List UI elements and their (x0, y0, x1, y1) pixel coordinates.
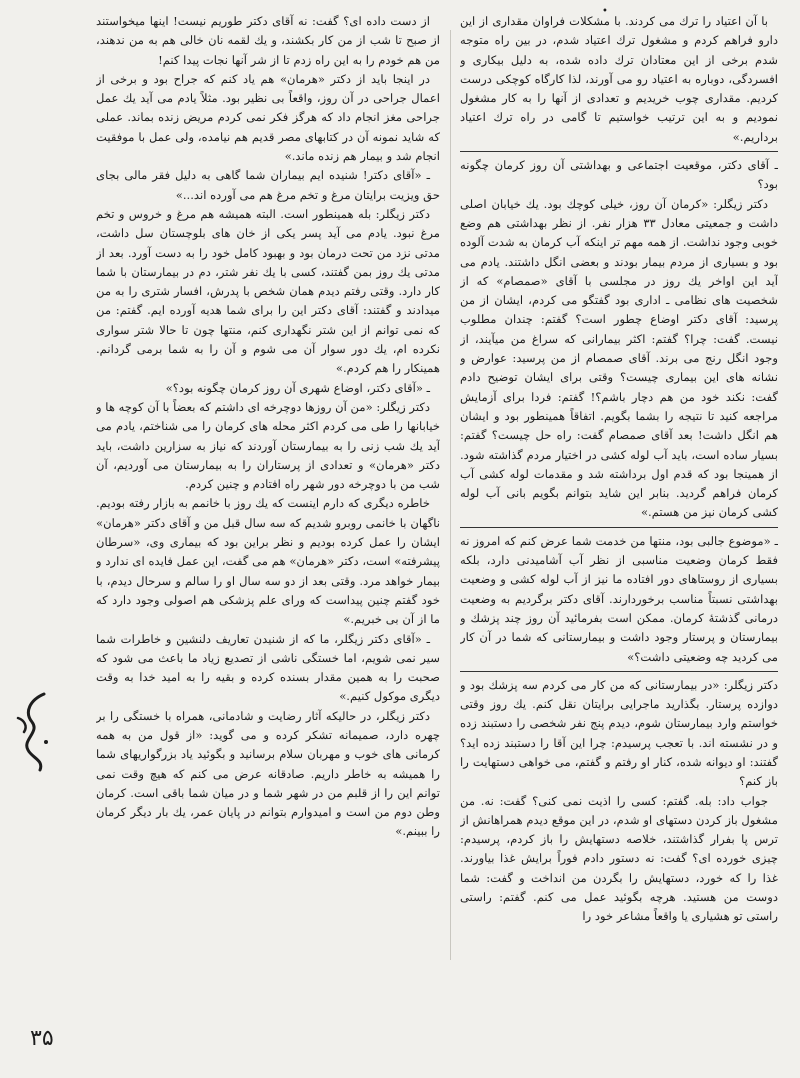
kerman-logo (10, 690, 54, 774)
paragraph: با آن اعتیاد را ترك می کردند. با مشکلات فراوان مقداری از این دارو فراهم کردم و مشغول ترك اعتیاد شدم، در بین راه متوجه شدم برخی از این معتادان ترك داده شده، به دلیل بیکاری و افسردگی، دوباره به اعتیاد رو می آورند، لذا کارگاه کوچکی درست کردیم. مقداری چوب خریدیم و تعدادی از آنها را به کار مشغول نمودیم و به این ترتیب خواستیم تا گامی در راه ترك اعتیاد برداریم.» (460, 14, 778, 144)
paragraph: دکتر زیگلر، در حالیکه آثار رضایت و شادمانی، همراه با خستگی را بر چهره دارد، صمیمانه تشکر کرده و می گوید: «از قول من به همه کرمانی های خوب و مهربان سلام برسانید و بگوئید یاد بزرگواریهای شما را همیشه به خاطر داریم. صادقانه عرض می کنم که هیچ وقت نمی توانم این را از قلبم من در شهر شما و در میان شما باقی است. کرمان وطن دوم من است و امیدوارم بتوانم در پایان عمر، یك بار دیگر کرمان را ببینم.» (96, 708, 440, 839)
page-number: ۳۵ (30, 1026, 54, 1051)
page-mark: • (602, 6, 608, 17)
paragraph: دکتر زیگلر: بله همینطور است. البته همیشه هم مرغ و خروس و تخم مرغ نبود. یادم می آید پسر یکی از خان های بلوچستان سل داشت، مدتی نزد من تحت درمان بود و بهبود کامل خود را به دست آورد. بعد از مدتی یك روز بمن گفتند، کسی با یك نفر شتر، دم در بیمارستان با شما کار دارد. وقتی رفتم دیدم همان شخص با پدرش، افسار شتری را به من میدادند و گفتند: آقای دکتر این را برای شما هدیه آورده ایم. گفتم: من که نمی توانم از این شتر نگهداری کنم، منتها چون تا حالا شتر سواری نکرده ام، یك دور سوار آن می شوم و آن را به شما برمی گردانم. همینکار را هم کردم.» (96, 206, 440, 376)
column-divider (450, 30, 451, 960)
interview-question: ـ «موضوع جالبی بود، منتها من خدمت شما عرض کنم که امروز نه فقط کرمان وضعیت مناسبی از نظر آب آشامیدنی دارد، بلکه بسیاری از روستاهای دور افتاده ما نیز از آب لوله کشی و وضعیت بهداشتی نسبتاً مناسب برخوردارند. آقای دکتر برگردیم به وضعیت درمانی گذشتهٔ کرمان. ممکن است بفرمائید آن روز چند پزشك و بیمارستان و پرستار وجود داشت و بیمارستانی که شما در آن کار می کردید چه وضعیتی داشت؟» (460, 527, 778, 667)
paragraph: جواب داد: بله. گفتم: کسی را اذیت نمی کنی؟ گفت: نه. من مشغول باز کردن دستهای او شدم، در این موقع دیدم همراهانش از ترس پا بفرار گذاشتند، خلاصه دستهایش را باز کردم، پرسیدم: چیزی خورده ای؟ گفت: نه دستور دادم فوراً برایش غذا بیاورند. غذا را که خورد، دستهایش را بگردن من انداخت و گفت: شما دوست من هستید. هرچه بگوئید عمل می کنم. گفتم: راستی راستی تو هشیاری یا واقعاً مشاعر خود را (460, 793, 778, 924)
left-text-column (96, 12, 440, 1012)
paragraph: در اینجا باید از دکتر «هرمان» هم یاد کنم که جراح بود و برخی از اعمال جراحی در آن روز، واقعاً بی نظیر بود. مثلاً یادم می آید یك عمل جراحی مغز انجام داد که هرگز فکر نمی کردم مریض زنده بماند. عملی که شاید نمونه آن در کتابهای مصر قدیم هم نیامده، ولی عمل با موفقیت انجام شد و بیمار هم زنده ماند.» (96, 71, 440, 164)
interview-question: ـ «آقای دکتر، اوضاع شهری آن روز کرمان چگونه بود؟» (165, 380, 430, 395)
paragraph: دکتر زیگلر: «من آن روزها دوچرخه ای داشتم که بعضاً با آن کوچه ها و خیابانها را طی می کردم اکثر محله های کرمان را می شناختم، یادم می آید یك شب زنی را به بیمارستان آوردند که نیاز به سزارین داشت، باید دکتر «هرمان» و تعدادی از پرستاران را به بیمارستان می آوردیم، آن شب من با دوچرخه دور شهر راه افتادم و چنین کردم. (96, 399, 440, 492)
paragraph: دکتر زیگلر: «کرمان آن روز، خیلی کوچك بود. یك خیابان اصلی داشت و جمعیتی معادل ۳۳ هزار نفر. از نظر بهداشتی هم وضع خوبی وجود نداشت. از همه مهم تر اینکه آب کرمان به شدت آلوده بود و بسیاری از مردم بیمار بودند و بعضی انگل داشتند. یادم می آید این اواخر یك روز در مجلسی با آقای «صمصام» که از شخصیت های نظامی ـ اداری بود گفتگو می کردم، ایشان از من پرسید: آقای دکتر اوضاع چطور است؟ گفتم: چندان مطلوب نیست. گفت: چرا؟ گفتم: اکثر بیمارانی که سراغ من میآیند، از وجود انگل رنج می برند. آقای صمصام از من پرسید: عوارض و نشانه های این بیماری چیست؟ وقتی برای ایشان توضیح دادم گفت: نکند خود من هم دچار باشم؟! گفتم: فردا برای آزمایش مراجعه کنید تا نتیجه را بشما بگویم. اتفاقاً همینطور بود و ایشان هم انگل داشت! بعد آقای صمصام گفت: راه حل چیست؟ گفتم: بسیار ساده است، باید آب لوله کشی در اختیار مردم گذاشته شود. از همینجا بود که قدم اول برداشته شد و مقدمات لوله کشی آب کرمان فراهم گردید. بنابر این شاید بتوانم بگویم بانی آب لوله کشی کرمان نیز من هستم.» (460, 196, 778, 520)
paragraph: خاطره دیگری که دارم اینست که یك روز با خانمم به بازار رفته بودیم. ناگهان با خانمی روبرو شدیم که سه سال قبل من و آقای دکتر «هرمان» ایشان را عمل کرده بودیم و نظر براین بود که بیماری وی، «سرطان پیشرفته» است، دکتر «هرمان» هم می گفت، این عمل فایده ای ندارد و بیمار خواهد مرد. وقتی بعد از دو سه سال او را سالم و سرحال دیدم، با خود گفتم چنین پیداست که ورای علم پزشکی هم اصولی وجود دارد که ما از آن بی خبریم.» (96, 496, 440, 627)
paragraph: از دست داده ای؟ گفت: نه آقای دکتر طوریم نیست! اینها میخواستند از صبح تا شب از من کار بکشند، و یك لقمه نان خالی هم به من ندهند، من هم خودم را به این راه زدم تا از شر آنها نجات پیدا کنم! (96, 14, 440, 67)
interview-question: ـ «آقای دکتر زیگلر، ما که از شنیدن تعاریف دلنشین و خاطرات شما سیر نمی شویم، اما خستگی ناشی از تصدیع زیاد ما باعث می شود که صحبت را به همین مقدار بسنده کرده و بقیه را به امید خدا به وقت دیگری موکول کنیم.» (96, 631, 440, 704)
paragraph: دکتر زیگلر: «در بیمارستانی که من کار می کردم سه پزشك بود و دوازده پرستار. بگذارید ماجرایی برایتان نقل کنم. یك روز وقتی خواستم وارد بیمارستان شوم، دیدم پنج نفر شخصی را دستبند زده و در نشسته اند. با تعجب پرسیدم: چرا این آقا را دستبند زده اید؟ گفتند: او دیوانه شده، کنار او رفتم و گفتم، می خواهی دستهایت را باز کنم؟ (460, 671, 778, 792)
interview-question: ـ «آقای دکتر! شنیده ایم بیماران شما گاهی به دلیل فقر مالی بجای حق ویزیت برایتان مرغ و تخم مرغ هم می آورده اند...» (96, 168, 440, 202)
interview-question: ـ آقای دکتر، موقعیت اجتماعی و بهداشتی آن روز کرمان چگونه بود؟ (460, 151, 778, 195)
right-text-column (460, 12, 778, 1012)
